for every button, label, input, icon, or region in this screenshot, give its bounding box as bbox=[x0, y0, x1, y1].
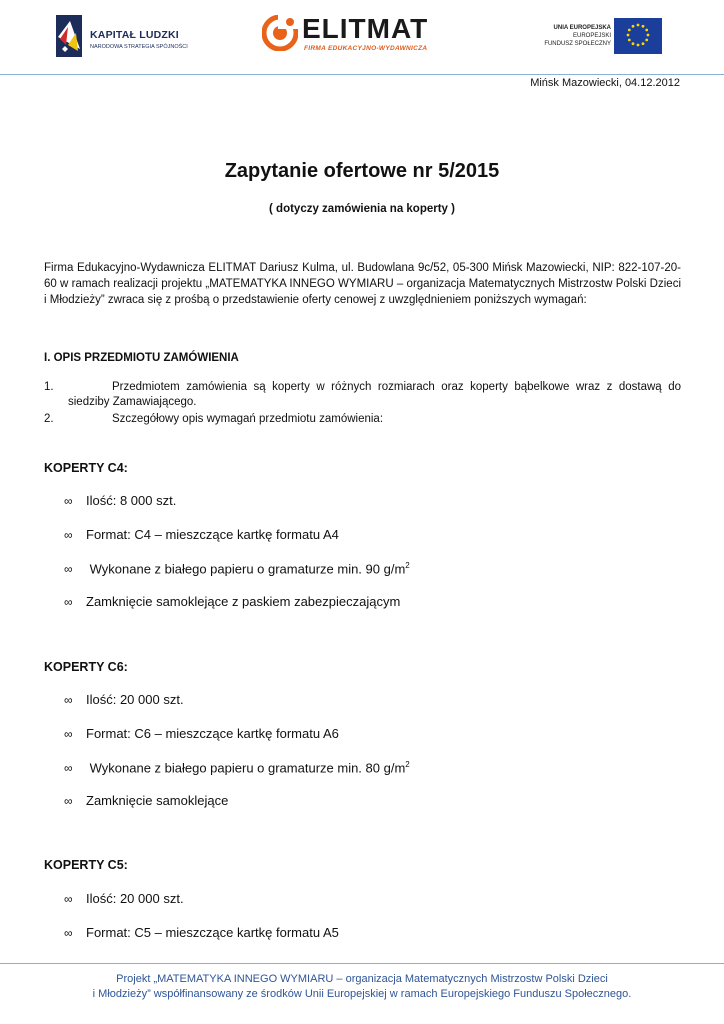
list-item: ∞ Wykonane z białego papieru o gramaturze min. 90 $g/m^2$ bbox=[64, 561, 410, 577]
list-item: ∞ Wykonane z białego papieru o gramaturze min. 80 $g/m^2$ bbox=[64, 760, 410, 776]
elitmat-tagline: FIRMA EDUKACYJNO-WYDAWNICZA bbox=[304, 45, 428, 52]
eu-line-1: UNIA EUROPEJSKA bbox=[553, 25, 611, 31]
elitmat-emblem-icon bbox=[262, 15, 298, 51]
document-subtitle: ( dotyczy zamówienia na koperty ) bbox=[269, 203, 455, 215]
numbered-item-1 bbox=[44, 380, 681, 410]
bullet-icon: ∞ bbox=[64, 562, 73, 577]
numbered-item-number: 2. bbox=[44, 413, 54, 425]
numbered-item-number: 1. bbox=[44, 381, 54, 393]
group-heading-c5: KOPERTY C5: bbox=[44, 858, 128, 872]
page-footer bbox=[0, 972, 724, 1002]
kapital-ludzki-title: KAPITAŁ LUDZKI bbox=[90, 29, 179, 41]
list-item: ∞ Ilość: 8 000 szt. bbox=[64, 493, 177, 508]
kapital-ludzki-subtitle: NARODOWA STRATEGIA SPÓJNOŚCI bbox=[90, 44, 188, 50]
numbered-item-2 bbox=[44, 412, 681, 427]
eu-text bbox=[544, 24, 611, 48]
section-1-title: I. OPIS PRZEDMIOTU ZAMÓWIENIA bbox=[44, 352, 239, 364]
list-item: ∞ Format: C5 – mieszczące kartkę formatu A5 bbox=[64, 925, 339, 940]
bullet-icon: ∞ bbox=[64, 794, 73, 808]
group-heading-c6: KOPERTY C6: bbox=[44, 660, 128, 674]
superscript: 2 bbox=[405, 760, 410, 769]
bullet-icon: ∞ bbox=[64, 693, 73, 707]
elitmat-logo bbox=[262, 14, 452, 60]
intro-paragraph: Firma Edukacyjno-Wydawnicza ELITMAT Dariusz Kulma, ul. Budowlana 9c/52, 05-300 Mińsk Mazowiecki, NIP: 822-107-20-60 w ramach realizacji projektu „MATEMATYKA INNEGO WYMIARU – organizacja Matematycznych Mistrzostw Polski Dzieci i Młodzieży” zwraca się z prośbą o przedstawienie oferty cenowej z uwzględnieniem poniższych wymagań: bbox=[44, 262, 681, 306]
footer-line-2: i Młodzieży” współfinansowany ze środków Unii Europejskiej w ramach Europejskiego Funduszu Społecznego. bbox=[92, 988, 632, 1000]
page-header bbox=[0, 0, 724, 75]
numbered-item-text: Szczegółowy opis wymagań przedmiotu zamówienia: bbox=[112, 413, 384, 425]
numbered-item-text: Przedmiotem zamówienia są koperty w różnych rozmiarach oraz koperty bąbelkowe wraz z dostawą do siedziby Zamawiającego. bbox=[68, 381, 681, 408]
eu-line-3: FUNDUSZ SPOŁECZNY bbox=[544, 41, 611, 47]
list-item: ∞ Zamknięcie samoklejące bbox=[64, 793, 229, 808]
eu-logo bbox=[520, 18, 665, 58]
bullet-icon: ∞ bbox=[64, 595, 73, 609]
bullet-icon: ∞ bbox=[64, 494, 73, 508]
list-item: ∞ Ilość: 20 000 szt. bbox=[64, 891, 184, 906]
eu-flag-icon bbox=[614, 18, 662, 54]
bullet-icon: ∞ bbox=[64, 892, 73, 906]
list-item: ∞ Zamknięcie samoklejące z paskiem zabezpieczającym bbox=[64, 594, 401, 609]
group-heading-c4: KOPERTY C4: bbox=[44, 461, 128, 475]
footer-divider bbox=[0, 963, 724, 964]
bullet-icon: ∞ bbox=[64, 926, 73, 940]
list-item: ∞ Format: C6 – mieszczące kartkę formatu A6 bbox=[64, 726, 339, 741]
bullet-icon: ∞ bbox=[64, 761, 73, 776]
bullet-icon: ∞ bbox=[64, 727, 73, 741]
kapital-ludzki-logo bbox=[56, 15, 216, 59]
bullet-icon: ∞ bbox=[64, 528, 73, 542]
kapital-ludzki-flag-icon bbox=[56, 15, 82, 57]
list-item: ∞ Ilość: 20 000 szt. bbox=[64, 692, 184, 707]
document-title: Zapytanie ofertowe nr 5/2015 bbox=[224, 160, 500, 182]
elitmat-name: ELITMAT bbox=[302, 13, 429, 44]
place-and-date: Mińsk Mazowiecki, 04.12.2012 bbox=[530, 77, 680, 89]
footer-line-1: Projekt „MATEMATYKA INNEGO WYMIARU – organizacja Matematycznych Mistrzostw Polski Dzieci bbox=[116, 973, 608, 985]
eu-line-2: EUROPEJSKI bbox=[572, 33, 611, 39]
list-item: ∞ Format: C4 – mieszczące kartkę formatu A4 bbox=[64, 527, 339, 542]
superscript: 2 bbox=[405, 561, 410, 570]
